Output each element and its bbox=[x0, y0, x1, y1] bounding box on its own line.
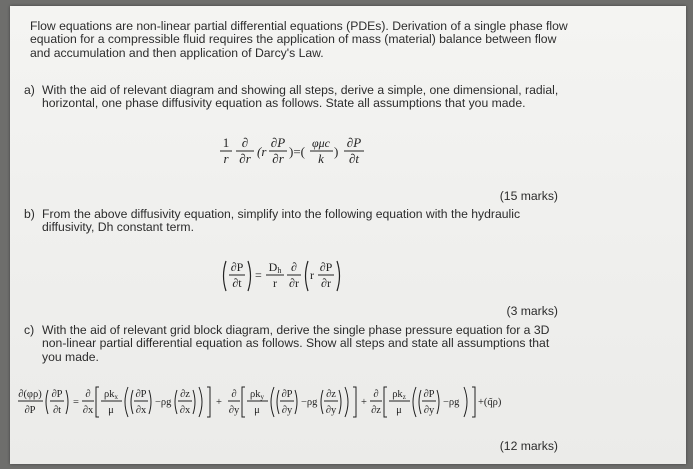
svg-text:∂P: ∂P bbox=[51, 389, 63, 400]
svg-text:∂P: ∂P bbox=[230, 260, 244, 274]
svg-text:)=(: )=( bbox=[289, 144, 305, 159]
svg-text:∂P: ∂P bbox=[319, 260, 333, 274]
svg-text:∂x: ∂x bbox=[179, 405, 191, 416]
svg-text:∂z: ∂z bbox=[371, 405, 381, 416]
part-b bbox=[24, 208, 572, 235]
svg-text:=: = bbox=[255, 268, 262, 282]
pressure-equation-3d bbox=[18, 382, 586, 431]
svg-text:∂t: ∂t bbox=[232, 276, 242, 290]
svg-text:∂t: ∂t bbox=[52, 405, 62, 416]
svg-text:∂r: ∂r bbox=[272, 151, 284, 166]
svg-text:(r: (r bbox=[257, 144, 267, 159]
svg-text:∂y: ∂y bbox=[325, 405, 337, 416]
svg-text:+: + bbox=[216, 397, 222, 408]
svg-text:μ: μ bbox=[254, 405, 260, 416]
svg-text:∂P: ∂P bbox=[135, 389, 147, 400]
svg-text:−ρg: −ρg bbox=[155, 397, 172, 408]
svg-text:+: + bbox=[361, 397, 367, 408]
svg-text:): ) bbox=[334, 144, 339, 159]
svg-text:−ρg: −ρg bbox=[301, 397, 318, 408]
svg-text:∂(φρ): ∂(φρ) bbox=[18, 389, 42, 400]
svg-text:1: 1 bbox=[222, 135, 230, 150]
svg-text:ρkx: ρkx bbox=[104, 389, 118, 401]
svg-text:∂: ∂ bbox=[291, 260, 297, 274]
svg-text:μ: μ bbox=[108, 405, 114, 416]
svg-text:μ: μ bbox=[396, 405, 402, 416]
svg-text:∂z: ∂z bbox=[326, 389, 336, 400]
svg-text:∂P: ∂P bbox=[270, 135, 286, 150]
svg-text:∂: ∂ bbox=[231, 389, 237, 400]
svg-text:∂r: ∂r bbox=[289, 276, 299, 290]
part-a-label: a) bbox=[24, 83, 35, 97]
svg-text:φμc: φμc bbox=[312, 136, 330, 150]
svg-text:∂y: ∂y bbox=[423, 405, 435, 416]
svg-text:∂: ∂ bbox=[373, 389, 379, 400]
svg-text:k: k bbox=[318, 151, 324, 166]
svg-text:−ρg: −ρg bbox=[443, 397, 460, 408]
part-b-marks: (3 marks) bbox=[506, 304, 558, 318]
part-b-text: From the above diffusivity equation, simplify into the following equation with the hydraulic diffusivity, Dh constant term. bbox=[42, 207, 521, 235]
part-c-marks: (12 marks) bbox=[499, 439, 558, 453]
svg-text:∂x: ∂x bbox=[82, 405, 94, 416]
svg-text:=: = bbox=[73, 397, 79, 408]
svg-text:∂r: ∂r bbox=[321, 276, 331, 290]
svg-text:∂P: ∂P bbox=[423, 389, 435, 400]
intro-paragraph: Flow equations are non-linear partial differential equations (PDEs). Derivation of a single phase flow equation for a compressible fluid requires the application of mass (material) balance between flow and accumulation and then application of Darcy's Law. bbox=[30, 19, 568, 60]
part-c-text: With the aid of relevant grid block diagram, derive the single phase pressure equation for a 3D non-linear partial differential equation as follows. Show all steps and state all assumptions that you made. bbox=[42, 323, 550, 364]
part-a-marks: (15 marks) bbox=[499, 189, 558, 203]
diffusivity-equation bbox=[215, 134, 375, 179]
part-a-text: With the aid of relevant diagram and showing all steps, derive a simple, one dimensional, radial, horizontal, one phase diffusivity equation as follows. State all assumptions that you made. bbox=[42, 83, 559, 111]
svg-text:Dh: Dh bbox=[268, 260, 282, 275]
svg-text:+(q̃ρ): +(q̃ρ) bbox=[478, 397, 502, 408]
svg-text:∂t: ∂t bbox=[348, 151, 360, 166]
part-c-label: c) bbox=[24, 323, 35, 337]
svg-text:∂y: ∂y bbox=[281, 405, 293, 416]
svg-text:∂z: ∂z bbox=[180, 389, 190, 400]
svg-text:∂y: ∂y bbox=[228, 405, 240, 416]
svg-text:∂r: ∂r bbox=[239, 151, 251, 166]
part-a bbox=[24, 84, 572, 111]
svg-text:∂: ∂ bbox=[85, 389, 91, 400]
svg-text:ρkz: ρkz bbox=[392, 389, 406, 401]
part-b-label: b) bbox=[24, 207, 35, 221]
svg-text:∂P: ∂P bbox=[346, 135, 362, 150]
svg-text:∂P: ∂P bbox=[281, 389, 293, 400]
svg-text:r: r bbox=[273, 276, 277, 290]
svg-text:∂x: ∂x bbox=[135, 405, 147, 416]
question-sheet bbox=[10, 6, 686, 464]
svg-text:∂: ∂ bbox=[241, 135, 249, 150]
part-c bbox=[24, 324, 572, 364]
svg-text:r: r bbox=[223, 151, 229, 166]
svg-text:ρky: ρky bbox=[250, 389, 264, 401]
svg-text:∂P: ∂P bbox=[24, 405, 36, 416]
svg-text:r: r bbox=[310, 268, 314, 282]
hydraulic-diffusivity-equation bbox=[220, 256, 360, 301]
